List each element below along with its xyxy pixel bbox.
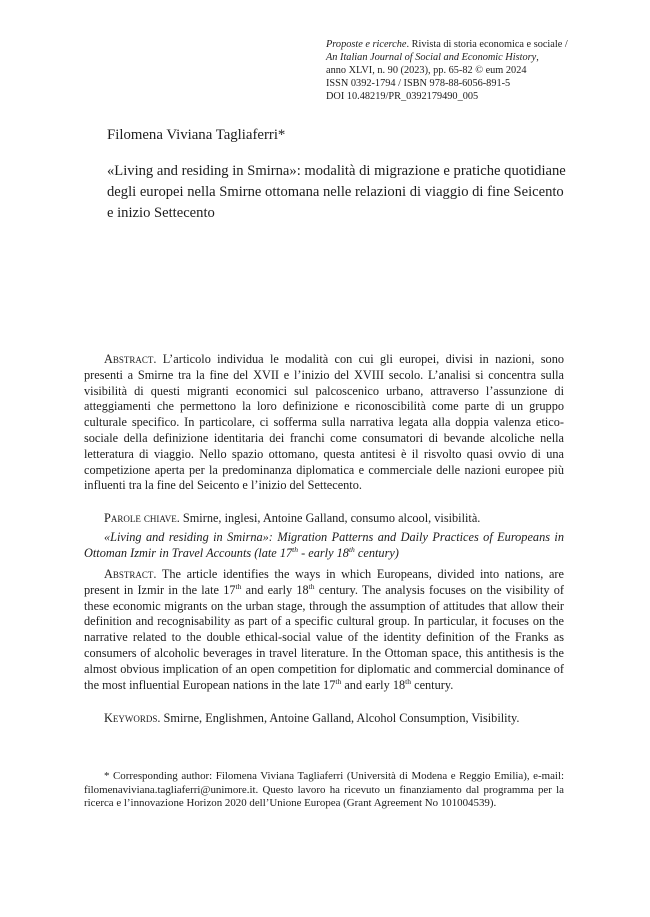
- masthead-line-2: An Italian Journal of Social and Economic History,: [326, 52, 539, 63]
- abstract-english: Abstract. The article identifies the ways in which Europeans, divided into nations, are present in Izmir in the late 17th and early 18th century. The analysis focuses on the visibility of these economic migrants on the urban stage, through the assumption of attitudes that allow their definition and recognisability as part of a specific cultural group. In particular, it focuses on the narrative related to the double ethical-social value of the identity definition of the Franks as consumers of alcoholic beverages in travel literature. In the Ottoman space, this antithesis is the almost obvious implication of an open competition for diplomatic and commercial dominance of the most influential European nations in the late 17th and early 18th century.: [84, 567, 564, 692]
- keywords-text: . Smirne, inglesi, Antoine Galland, consumo alcool, visibilità.: [176, 511, 481, 525]
- keywords-text: . Smirne, Englishmen, Antoine Galland, Alcohol Consumption, Visibility.: [157, 711, 520, 725]
- abstract-italian: [84, 352, 564, 494]
- footnote: * Corresponding author: Filomena Viviana Tagliaferri (Università di Modena e Reggio Emilia), e-mail: filomenaviviana.tagliaferri@unimore.it. Questo lavoro ha ricevuto un finanziamento dal programma per la ricerca e l’innovazione Horizon 2020 dell’Unione Europea (Grant Agreement No 101004539).: [84, 770, 564, 810]
- doi: DOI 10.48219/PR_0392179490_005: [326, 91, 479, 102]
- keywords-english: [84, 711, 564, 727]
- journal-name-it: Proposte e ricerche: [326, 39, 407, 50]
- journal-name-en: An Italian Journal of Social and Economic History: [326, 52, 537, 63]
- issn-isbn: ISSN 0392-1794 / ISBN 978-88-6056-891-5: [326, 78, 511, 89]
- issue-info: anno XLVI, n. 90 (2023), pp. 65-82 © eum 2024: [326, 65, 527, 76]
- abstract-label: Abstract: [104, 567, 154, 581]
- article-title: «Living and residing in Smirna»: modalità di migrazione e pratiche quotidiane degli europei nella Smirne ottomana nelle relazioni di viaggio di fine Seicento e inizio Settecento: [107, 163, 566, 221]
- abstract-label: Abstract: [104, 352, 154, 366]
- keywords-label: Keywords: [104, 711, 158, 725]
- author-name: Filomena Viviana Tagliaferri*: [107, 127, 286, 143]
- keywords-label: Parole chiave: [104, 511, 177, 525]
- english-title: «Living and residing in Smirna»: Migration Patterns and Daily Practices of Europeans in Ottoman Izmir in Travel Accounts (late 17th - early 18th century): [84, 530, 564, 560]
- masthead-line-1: Proposte e ricerche. Rivista di storia economica e sociale /: [326, 39, 568, 50]
- keywords-italian: [84, 511, 564, 527]
- journal-masthead: [326, 38, 588, 103]
- abstract-text: . L’articolo individua le modalità con cui gli europei, divisi in nazioni, sono presenti a Smirne tra la fine del XVII e l’inizio del XVIII secolo. L’analisi si concentra sulla visibilità di questi migranti economici sul palcoscenico urbano, attraverso l’assunzione di atteggiamenti che permettono la loro definizione e riconoscibilità come parte di un gruppo culturale specifico. In particolare, ci sofferma sulla narrativa legata alla doppia valenza etico-sociale della definizione identitaria dei franchi come consumatori di bevande alcoliche nella letteratura di viaggio. Nello spazio ottomano, questa antitesi è il risvolto quasi ovvio di una competizione aperta per la predominanza diplomatica e commerciale delle nazioni europee più influenti tra la fine del Seicento e l’inizio del Settecento.: [84, 352, 564, 493]
